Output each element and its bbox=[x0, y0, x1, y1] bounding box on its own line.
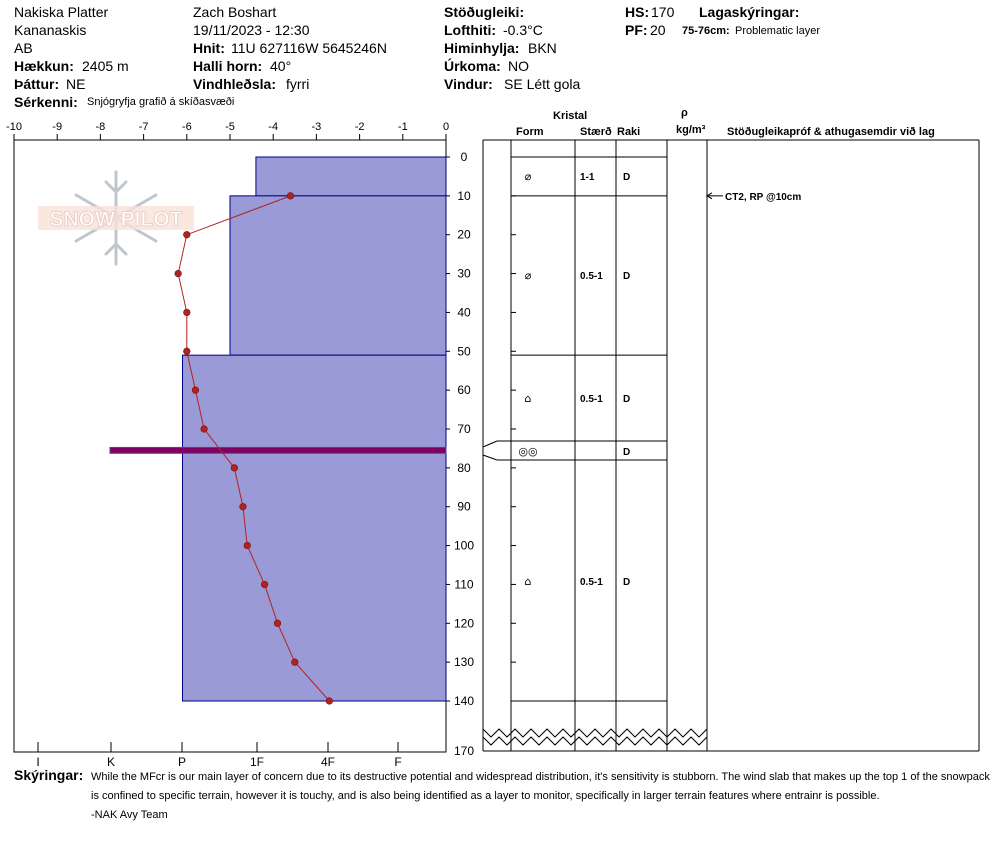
layer-size: 0.5-1 bbox=[580, 577, 603, 588]
temp-tick-label: -7 bbox=[138, 121, 149, 133]
location: Nakiska Platter bbox=[14, 4, 109, 20]
comments-label: Skýringar: bbox=[14, 767, 84, 783]
depth-tick-label: 20 bbox=[457, 227, 471, 242]
wind-label: Vindur: bbox=[444, 76, 493, 92]
aspect-value: NE bbox=[66, 76, 86, 92]
wind-loading-value: fyrri bbox=[286, 76, 310, 92]
hardness-tick-label: 4F bbox=[320, 755, 336, 769]
size-header: Stærð bbox=[580, 126, 612, 138]
elevation-label: Hækkun: bbox=[14, 58, 74, 74]
wind-value: SE Létt gola bbox=[504, 76, 581, 92]
temperature-point bbox=[326, 698, 333, 705]
temp-tick-label: 0 bbox=[442, 121, 450, 133]
layer-notes-label: Lagaskýringar: bbox=[699, 4, 800, 20]
air-temp-value: -0.3°C bbox=[503, 22, 543, 38]
slope-label: Halli horn: bbox=[193, 58, 263, 74]
depth-tick-label: 80 bbox=[457, 460, 471, 475]
layer-form-symbol: ⌀ bbox=[524, 269, 532, 282]
hardness-tick-label: P bbox=[177, 755, 187, 769]
sky-value: BKN bbox=[528, 40, 557, 56]
comments-body bbox=[91, 768, 991, 825]
hardness-bar bbox=[256, 157, 446, 196]
depth-tick-label: 120 bbox=[453, 616, 475, 631]
temperature-point bbox=[184, 348, 191, 355]
features-label: Sérkenni: bbox=[14, 94, 78, 110]
depth-tick-label: 30 bbox=[457, 266, 471, 281]
temp-tick-label: -10 bbox=[6, 121, 22, 133]
tests-header: Stöðugleikapróf & athugasemdir við lag bbox=[727, 126, 935, 138]
layer-moisture: D bbox=[623, 394, 631, 405]
stability-label: Stöðugleiki: bbox=[444, 4, 525, 20]
temperature-point bbox=[274, 620, 281, 627]
hardness-tick-label: I bbox=[36, 755, 40, 769]
depth-tick-label: 110 bbox=[454, 577, 474, 592]
wind-loading-label: Vindhleðsla: bbox=[193, 76, 276, 92]
precip-label: Úrkoma: bbox=[444, 58, 501, 74]
elevation-value: 2405 m bbox=[82, 58, 129, 74]
temp-tick-label: -9 bbox=[52, 121, 63, 133]
temperature-point bbox=[292, 659, 299, 666]
density-unit-header: kg/m³ bbox=[676, 124, 706, 136]
province: AB bbox=[14, 40, 33, 56]
layer-moisture: D bbox=[623, 447, 631, 458]
temp-tick-label: -6 bbox=[181, 121, 192, 133]
depth-tick-label: 50 bbox=[457, 344, 471, 359]
aspect-label: Þáttur: bbox=[14, 76, 60, 92]
temperature-point bbox=[240, 503, 247, 510]
temperature-point bbox=[192, 387, 199, 394]
coords-value: 11U 627116W 5645246N bbox=[231, 40, 387, 56]
temperature-point bbox=[261, 581, 268, 588]
temperature-point bbox=[201, 426, 208, 433]
hardness-tick-label: 1F bbox=[249, 755, 265, 769]
depth-tick-label: 10 bbox=[457, 188, 471, 203]
hardness-tick-label: K bbox=[106, 755, 116, 769]
rho-header: ρ bbox=[681, 107, 688, 119]
layer-moisture: D bbox=[623, 172, 631, 183]
depth-tick-label: 70 bbox=[457, 422, 471, 436]
logo-text: SNOW PILOT bbox=[49, 208, 183, 231]
coords-label: Hnit: bbox=[193, 40, 225, 56]
depth-tick-label: 90 bbox=[457, 499, 471, 514]
temperature-point bbox=[175, 270, 182, 277]
crystal-header: Kristal bbox=[553, 110, 588, 122]
moisture-header: Raki bbox=[617, 126, 641, 138]
test-result: CT2, RP @10cm bbox=[725, 191, 802, 203]
table-zigzag bbox=[483, 737, 707, 745]
temperature-point bbox=[244, 542, 251, 549]
hardness-bar bbox=[182, 355, 446, 701]
temp-tick-label: -3 bbox=[311, 121, 322, 133]
layer-form-symbol: ⌀ bbox=[524, 170, 532, 183]
layer-connector bbox=[483, 441, 497, 447]
depth-tick-label: 130 bbox=[453, 655, 475, 670]
layer-connector bbox=[483, 455, 497, 460]
table-zigzag bbox=[483, 729, 707, 737]
layer-moisture: D bbox=[623, 271, 631, 282]
layer-form-symbol: ⌂ bbox=[524, 575, 532, 588]
datetime: 19/11/2023 - 12:30 bbox=[193, 22, 310, 38]
temp-tick-label: -1 bbox=[397, 121, 408, 133]
layer-note-range: 75-76cm: bbox=[682, 25, 730, 37]
depth-bottom-label: 170 bbox=[453, 744, 475, 758]
pf-value: 20 bbox=[650, 22, 666, 38]
comments-signature: -NAK Avy Team bbox=[91, 809, 168, 821]
hs-value: 170 bbox=[651, 4, 675, 20]
comments-text: While the MFcr is our main layer of concern due to its destructive potential and widespread distribution, it's sensitivity is stubborn. The wind slab that makes up the top 1 of the snowpack is confined to specific terrain, however it is touchy, and is also being identified as a layer to monitor, specifically in larger terrain features where entrainr is possible. bbox=[91, 771, 990, 802]
temperature-point bbox=[184, 309, 191, 316]
hardness-tick-label: F bbox=[394, 755, 402, 769]
layer-note-text: Problematic layer bbox=[735, 25, 820, 37]
snowpilot-logo bbox=[38, 172, 194, 264]
observer: Zach Boshart bbox=[193, 4, 277, 20]
temp-tick-label: -8 bbox=[95, 121, 106, 133]
region: Kananaskis bbox=[14, 22, 87, 38]
precip-value: NO bbox=[508, 58, 529, 74]
temperature-point bbox=[184, 231, 191, 238]
layer-moisture: D bbox=[623, 577, 631, 588]
features-value: Snjógryfja grafið á skíðasvæði bbox=[87, 96, 235, 108]
depth-tick-label: 140 bbox=[453, 694, 475, 708]
temp-tick-label: -4 bbox=[268, 121, 279, 133]
pf-label: PF: bbox=[625, 22, 648, 38]
depth-tick-label: 60 bbox=[457, 383, 471, 398]
depth-tick-label: 40 bbox=[457, 305, 471, 320]
air-temp-label: Lofthiti: bbox=[444, 22, 497, 38]
problem-layer-marker bbox=[110, 447, 446, 453]
depth-tick-label: 0 bbox=[460, 150, 468, 164]
temperature-point bbox=[231, 465, 238, 472]
layer-size: 0.5-1 bbox=[580, 271, 603, 282]
depth-tick-label: 100 bbox=[453, 538, 475, 553]
layer-size: 0.5-1 bbox=[580, 394, 603, 405]
hardness-bar bbox=[230, 196, 446, 355]
temp-tick-label: -2 bbox=[354, 121, 365, 133]
layer-form-symbol: ⌂ bbox=[524, 392, 532, 405]
sky-label: Himinhylja: bbox=[444, 40, 520, 56]
hs-label: HS: bbox=[625, 4, 650, 20]
form-header: Form bbox=[516, 126, 544, 138]
layer-size: 1-1 bbox=[580, 172, 595, 183]
temperature-point bbox=[287, 193, 294, 200]
temp-tick-label: -5 bbox=[225, 121, 235, 133]
slope-value: 40° bbox=[270, 58, 292, 74]
layer-form-symbol: ◎◎ bbox=[518, 445, 538, 458]
